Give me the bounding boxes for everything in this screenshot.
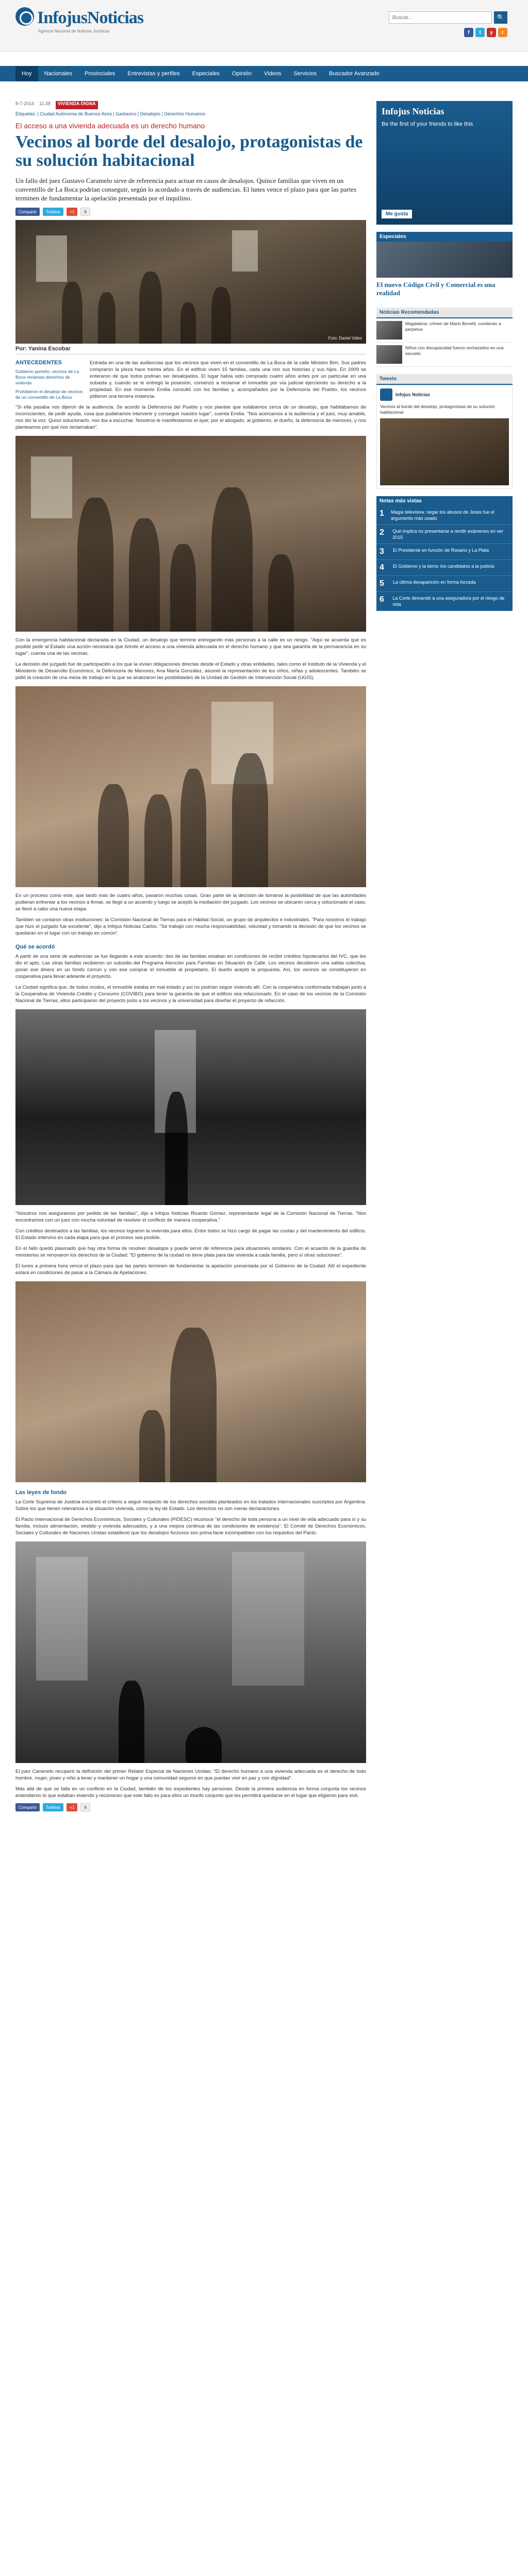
article-kicker: El acceso a una vivienda adecuada es un derecho humano (15, 122, 205, 130)
logo-subtitle: Agencia Nacional de Noticias Jurídicas (38, 29, 110, 33)
nav-item-opinion[interactable]: Opinión (232, 71, 252, 77)
gplus-share-button[interactable]: +1 (67, 208, 77, 216)
especiales-block (376, 232, 513, 300)
news-thumbnail (376, 321, 402, 340)
article-paragraph: Entrada en una de las audiencias que los vecinos que viven en el conventillo de La Boca de la calle Ministro Brin. Sus padres compraron la pieza hace treinta años. En el edificio viven 15 familias, cada una con sus historias y sus hijos. En 2009 se enteraron de que todos podrían ser desalojados. El lugar había sido comprado cuatro años antes por un particular en una subasta y, cuando se le entregó la posesión, comenzó a reclamar el inmueble por vía judicial ejerciendo su derecho a la propiedad. En ese momento Emilia consultó con los familias y, acompañados por la Defensoría del Pueblo, los vecinos pidieron una tercera instancia. (90, 360, 366, 399)
subhead-que-se-acordo: Qué se acordó (15, 944, 55, 950)
facebook-like-box[interactable] (376, 101, 513, 225)
tweets-title: Tweets (376, 374, 513, 385)
twitter-icon[interactable]: t (475, 28, 485, 37)
gplus-share-button[interactable]: +1 (67, 1803, 77, 1811)
article-paragraph: La Ciudad significa que, de todos modos, el inmueble estaba en mal estado y así no podrían seguir viviendo allí. Con la cooperativa conformada trabajan junto a la Cooperativa de Vivienda Crédito y Consumo (COVIBO) para tener la garantía de que el edificio sea refaccionado. En el caso de los vecinos de la Comisión Nacional de Tierras, ellos participaron del proyecto junto a los vecinos y la universidad para diseñar el proyecto de refacción. (15, 985, 366, 1004)
tweet-author[interactable]: Infojus Noticias (395, 392, 431, 397)
like-box-text: Be the first of your friends to like this (382, 121, 473, 127)
article-photo-street[interactable] (15, 1541, 366, 1763)
nav-item-nacionales[interactable]: Nacionales (44, 71, 72, 77)
especiales-link[interactable]: El nuevo Código Civil y Comercial es una realidad (376, 281, 496, 297)
news-thumbnail (376, 345, 402, 364)
article-paragraph: "Si ella pasaba nos dijeron de la audiencia. Se acordó la Defensoría del Pueblo y nos plantee que estábamos cerca de un desalojo, que habitábamos de inconscientes, de pedir ayuda, cosa que pudiéramos intervenir y conseguir nuestro lugar", cuenta Emilia. "Nos acercamos a la audiencia y el juez, muy amable, nos dio la voz. Quiso solucionarlo, nos iba a escuchar. Nosotros le manifestamos el ayer, por el abogado, al gobierno, el dueño, la defensoría de menores, y nos planteamos por qué nos reclamaban". (15, 404, 366, 430)
share-count: 9 (80, 1803, 90, 1811)
article-paragraph: También se contaron otras instituciones: la Comisión Nacional de Tierras para el Hábitat Social, un grupo de arquitectos e industriales. "Para nosotros el trabajo que hizo el juzgado fue excelente", dijo a Infojus Noticias Carlos. "Se trabajó con mucha responsabilidad, voluntad y tomando la decisión de que los vecinos se quedarán en el lugar con un trabajo en común". (15, 917, 366, 936)
list-item[interactable]: 1 Magia televisiva: negar los abusos de Jesús fue el argumento más usado (376, 506, 513, 525)
list-item[interactable] (376, 318, 513, 343)
site-header (0, 0, 528, 52)
nav-item-videos[interactable]: Videos (263, 71, 282, 77)
news-headline: Magdalena: crimen de Mario Bonetti, condenan a perpetua (405, 321, 501, 332)
nav-item-buscador[interactable]: Buscador Avanzado (328, 71, 380, 77)
topic-tag[interactable]: VIVIENDA DIGNA (56, 101, 98, 109)
especiales-image[interactable] (376, 242, 513, 278)
youtube-icon[interactable]: y (487, 28, 496, 37)
article-paragraph: El lunes a primera hora vence el plazo para que las partes terminen de fundamentar la apelación presentada por el Gobierno de la Ciudad. Allí el expediente estará en condiciones de pasar a la Cámara de Apelaciones. (15, 1263, 366, 1276)
avatar (380, 388, 392, 401)
article-paragraph: La decisión del juzgado fue de participación a los que la vivían obligaciones directas desde el Estado y otras entidades, tales como el Instituto de la Vivienda y el Ministerio de Desarrollo Económico, la Defensoría de Menores, Ana María González, asumió la representación de los niños, niñas y adolescentes. También se pidió la creación de una mesa de trabajo en la que se analizaron las posibilidades de la Unidad de Gestión de Intervención Social (UGIS). (15, 662, 366, 681)
rss-icon[interactable]: r (498, 28, 507, 37)
tweet-photo[interactable] (380, 418, 509, 485)
list-item[interactable]: 2 Qué implica no presentarse a rendir exámenes en ver 2015 (376, 525, 513, 544)
like-button[interactable]: Me gusta (382, 210, 412, 218)
article-paragraph: Con créditos destinados a las familias, los vecinos lograron la vivienda para ellos. Entre todos se hizo cargo de pagar las cuotas y del mantenimiento del edificio. El Estado intervino en cada etapa para que el proceso sea posible. (15, 1228, 366, 1241)
tweet-card[interactable] (376, 385, 513, 489)
article-paragraph: "Nosotros nos aseguramos por pedido de las familias", dijo a Infojus Noticias Ricardo Gómez, representante legal de la Comisión Nacional de Tierras. "Nos encontramos con un juez con mucha voluntad de resolver el conflicto de manera cooperativa." (15, 1211, 366, 1223)
breadcrumb[interactable]: Etiquetas: | Ciudad Autónoma de Buenos Aires | Garbarino | Desalojos | Derechos Humanos (15, 111, 206, 116)
article-paragraph: En un proceso como este, que tardó más de cuatro años, pasaron muchas cosas. Gran parte de la decisión de tomarse la posibilidad de que las autoridades pudieran enfrentar a los vecinos a firmar, se llegó a un acuerdo y luego se aceptó la mediación del juzgado. Los vecinos se ubicaron cerca y solucionado el caso, se llevó a cabo una nueva etapa. (15, 893, 366, 912)
especiales-title: Especiales (376, 232, 513, 242)
subhead-leyes-de-fondo: Las leyes de fondo (15, 1489, 67, 1496)
antecedentes-title: ANTECEDENTES (15, 360, 62, 366)
share-row-bottom (15, 1803, 366, 1811)
twitter-share-button[interactable]: Twittear (43, 208, 63, 216)
nav-item-hoy[interactable]: Hoy (15, 66, 38, 81)
main-nav (0, 66, 528, 81)
search-input[interactable] (389, 11, 492, 24)
recommended-news-block (376, 308, 513, 367)
sidebar (376, 101, 513, 618)
nav-item-especiales[interactable]: Especiales (192, 71, 220, 77)
article-time: 11:38 (39, 101, 51, 106)
list-item[interactable]: 6 La Corte demandó a una aseguradora por el riesgo de vida (376, 592, 513, 611)
article-date: 8-7-2014 (15, 101, 35, 106)
facebook-icon[interactable]: f (464, 28, 473, 37)
tweet-text: Vecinos al borde del desalojo, protagonistas de su solución habitacional (380, 404, 496, 415)
article-lead: Un fallo del juez Gustavo Caramelo sirve de referencia para actuar en casos de desalojos. Quince familias que viven en un conventillo de La Boca podrían conseguir, según lo acordado a través de audiencias. El lunes vence el plazo para que las partes terminen de fundamentar la apelación presentada por el inquilino. (15, 177, 357, 202)
most-viewed-block (376, 496, 513, 611)
nav-item-servicios[interactable]: Servicios (293, 71, 317, 77)
article-paragraph: Más allá de que se falla en un conflicto en la Ciudad, también de los expedientes hay personas. Desde la primera audiencia en forma conjunta los vecinos entendieron lo que estaban viviendo y reconocen que este fallo es para ellos un triunfo conjunto que les permitirá quedarse en el lugar que eligieron para vivir. (15, 1786, 366, 1799)
share-row-top (15, 208, 366, 216)
article-paragraph: El juez Caramelo recuperó la definición del primer Relator Especial de Naciones Unidas: "El derecho humano a una vivienda adecuada es el derecho de todo hombre, mujer, joven y niño a tener y mantener un hogar y una comunidad seguros en que puedan vivir en paz y con dignidad". (15, 1769, 366, 1781)
facebook-share-button[interactable]: Compartir (15, 1803, 40, 1811)
antecedente-link[interactable]: Prohíbieron el desalojo de vecinos de un conventillo de La Boca (15, 389, 82, 400)
article-photo-corridor[interactable] (15, 1009, 366, 1205)
article-paragraph: A partir de una serie de audiencias se fue llegando a este acuerdo: dos de las familias estaban en condiciones de recibir créditos hipotecarios del IVC, que les dio el apto. Las otras familias recibieron un subsidio del Programa Atención para Familias en Situación de Calle. Los vecinos decidieron una salida colectiva, poner ese dinero en un fondo común y con ese comprar el inmueble al propietario. El dueño aceptó la propuesta. Así, los vecinos se constituyeron en cooperativa para llevar adelante el proyecto. (15, 954, 366, 979)
tweets-block (376, 374, 513, 489)
logo-icon[interactable] (15, 7, 34, 26)
nav-item-provinciales[interactable]: Provinciales (84, 71, 116, 77)
photo-caption: Foto: Daniel Vides (328, 336, 362, 341)
article-photo-mother-child[interactable] (15, 1281, 366, 1482)
site-logo[interactable]: InfojusNoticias (37, 8, 144, 27)
antecedentes-box (15, 360, 82, 404)
antecedente-link[interactable]: Gobierno porteño: vecinos de La Boca reclaman derechos de vivienda (15, 369, 79, 385)
most-viewed-title: Notas más vistas (376, 496, 513, 506)
article-author: Por: Yanina Escobar (15, 344, 366, 354)
article-paragraph: En el fallo quedó plasmado que hay otra forma de resolver desalojos y puede servir de referencia para situaciones similares. Con el acuerdo de la guardia de ministerios se renovaron los derechos de la Ciudad: "El gobierno de la ciudad no tiene plata para dar vivienda a cada familia, pero sí otras soluciones". (15, 1246, 366, 1258)
article-paragraph: La Corte Suprema de Justicia encontró el criterio a seguir respecto de los derechos sociales planteados en los tratados internacionales suscriptos por Argentina. Sobre los que tienen relevancia a la situación vivienda, como la ley de Estado. Los derechos no son meras declaraciones. (15, 1499, 366, 1512)
share-count: 9 (80, 208, 90, 216)
article-photo-family[interactable] (15, 436, 366, 632)
list-item[interactable] (376, 343, 513, 367)
article-paragraph: El Pacto Internacional de Derechos Económicos, Sociales y Culturales (PIDESC) reconoce "el derecho de toda persona a un nivel de vida adecuado para sí y su familia, incluso alimentación, vestido y vivienda adecuados, y a una mejora continua de las condiciones de existencia". El Comité de Derechos Económicos, Sociales y Culturales de Naciones Unidas estableció que los desalojos forzosos son prima facie incompatibles con los requisitos del Pacto. (15, 1517, 366, 1536)
twitter-share-button[interactable]: Twittear (43, 1803, 63, 1811)
news-headline: Niños con discapacidad fueron rechazados en una escuela (405, 345, 504, 356)
article (15, 122, 366, 1816)
recommended-title: Noticias Recomendadas (376, 308, 513, 318)
article-headline: Vecinos al borde del desalojo, protagonistas de su solución habitacional (15, 132, 363, 170)
list-item[interactable]: 3 El Presidente en función de Rosario y La Plata (376, 544, 513, 560)
hero-photo[interactable] (15, 220, 366, 344)
list-item[interactable]: 5 La última desaparición en forma forzada (376, 576, 513, 592)
article-body-top (15, 360, 366, 404)
article-paragraph: Con la emergencia habitacional declarada en la Ciudad, un desalojo que termine entregando más personas a la calle es un riesgo. "Aquí se acuerda que es posible pedir al Estado una acción necesaria que brinde el acceso a una vivienda adecuada en el derecho humano y que sea garantía de la permanencia en su lugar", cuenta una de las vecinas. (15, 637, 366, 656)
like-box-title: Infojus Noticias (382, 106, 444, 116)
facebook-share-button[interactable]: Compartir (15, 208, 40, 216)
social-links (464, 28, 507, 37)
article-photo-room[interactable] (15, 686, 366, 887)
list-item[interactable]: 4 El Gobierno y la tierra: los candidatos a la justicia (376, 560, 513, 576)
nav-item-entrevistas[interactable]: Entrevistas y perfiles (127, 71, 180, 77)
search-button[interactable]: 🔍 (494, 11, 507, 24)
